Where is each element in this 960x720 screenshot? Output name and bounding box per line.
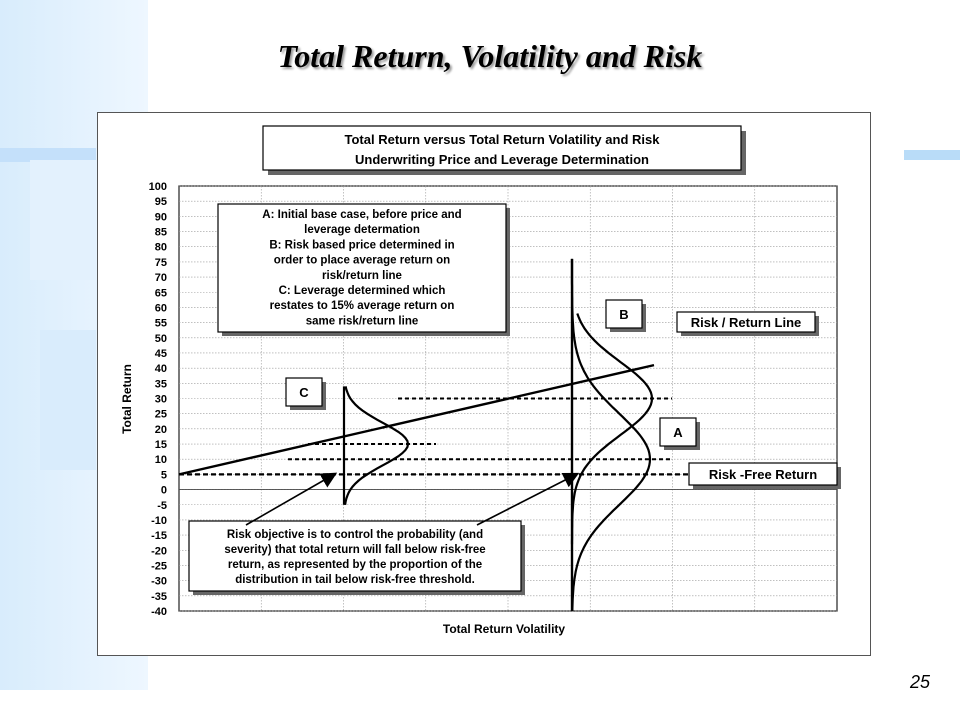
y-tick-label: 40 [154,363,167,376]
y-tick-label: 50 [154,332,167,345]
distribution-c-curve [345,386,408,504]
legend-box-line: B: Risk based price determined in [269,239,455,252]
x-axis-label: Total Return Volatility [442,622,566,636]
chart-frame [97,112,871,656]
legend-box [218,204,506,332]
legend-box-line: leverage determation [304,224,420,237]
slide-title: Total Return, Volatility and Risk [277,38,703,74]
label-box-a-text: A [673,425,683,440]
note-box-line: distribution in tail below risk-free threshold. [235,574,475,586]
chart-lines [179,365,689,474]
arrow-to-c-tail [246,475,333,525]
y-tick-label: 55 [154,317,167,330]
y-tick-label: 75 [154,256,167,269]
y-tick-label: -40 [151,606,167,618]
y-tick-label: 95 [154,196,167,209]
legend-box-line: risk/return line [322,269,402,282]
background-block-left-2 [40,330,96,470]
y-tick-label: -5 [157,499,167,512]
y-tick-label: 20 [154,423,167,436]
note-box-line: severity) that total return will fall below risk-free [224,544,486,556]
y-tick-label: 65 [154,287,167,300]
y-tick-label: 0 [160,484,167,497]
label-box-c-text: C [299,385,309,400]
y-tick-label: -15 [151,530,167,543]
chart-svg [98,113,870,655]
y-tick-label: 35 [154,378,167,391]
risk-return-line [179,365,654,474]
y-tick-label: 60 [154,302,167,315]
arrow-to-a-tail [477,475,575,525]
risk-return-label-box-text: Risk / Return Line [690,315,802,330]
y-tick-label: 15 [154,439,167,452]
note-box-line: Risk objective is to control the probability (and [226,529,484,541]
legend-box-line: A: Initial base case, before price and [262,209,462,221]
background-bar-right [904,150,960,160]
page-number: 25 [909,672,930,692]
legend-box-line: restates to 15% average return on [269,300,455,313]
risk-free-label-box-text: Risk -Free Return [708,467,818,482]
y-tick-label: 25 [154,408,167,421]
y-tick-label: 80 [154,241,167,254]
legend-box-line: same risk/return line [305,315,419,328]
label-box-b-text: B [619,307,629,322]
y-tick-label: -20 [151,545,167,558]
annotations [120,126,841,636]
y-tick-label: -10 [151,514,167,527]
y-tick-label: 45 [154,347,167,360]
y-tick-label: -35 [151,590,167,603]
y-tick-label: 100 [148,181,167,193]
legend-box-line: order to place average return on [273,254,451,267]
chart-title-line-2: Underwriting Price and Leverage Determination [354,152,650,167]
y-axis-ticks [149,181,167,618]
note-box-line: return, as represented by the proportion of the [227,559,483,571]
y-tick-label: -25 [151,560,167,573]
y-tick-label: 5 [160,469,167,482]
y-tick-label: 30 [154,393,167,406]
y-axis-label: Total Return [120,364,134,434]
y-tick-label: -30 [151,575,167,588]
y-tick-label: 70 [154,272,167,285]
legend-box-line: C: Leverage determined which [278,285,446,297]
chart-title-line-1: Total Return versus Total Return Volatility and Risk [344,132,660,147]
background-block-left-1 [30,160,96,280]
y-tick-label: 10 [154,454,167,467]
y-tick-label: 85 [154,226,167,239]
y-tick-label: 90 [154,211,167,224]
